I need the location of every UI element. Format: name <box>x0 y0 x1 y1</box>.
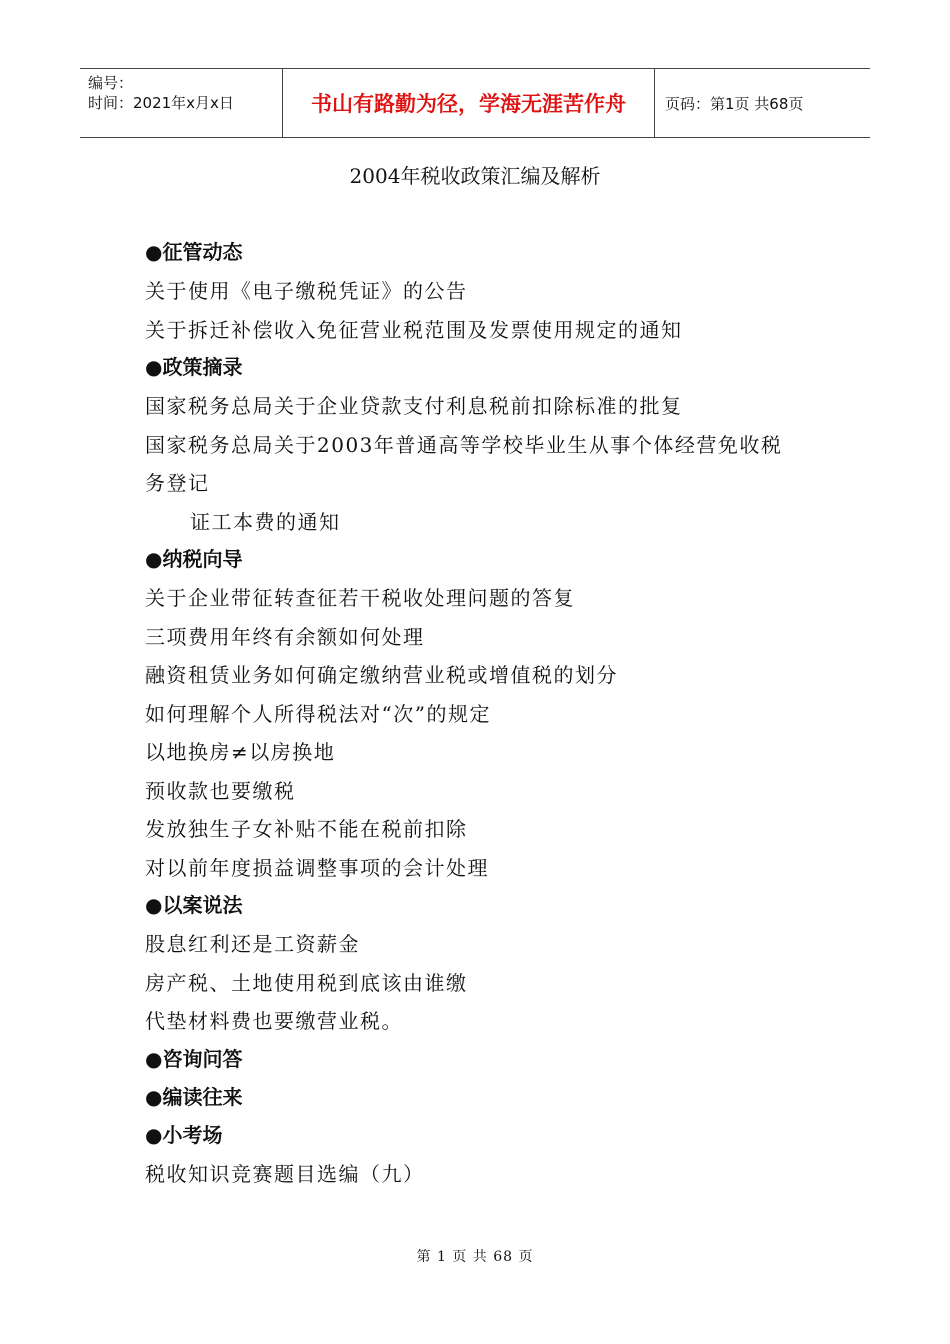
list-item: 国家税务总局关于企业贷款支付利息税前扣除标准的批复 <box>145 394 683 418</box>
list-item: 股息红利还是工资薪金 <box>145 932 360 956</box>
list-item: 关于使用《电子缴税凭证》的公告 <box>145 279 468 303</box>
time-label: 时间：2021年x月x日 <box>88 94 234 112</box>
list-item: 务登记 <box>145 471 210 495</box>
list-item: 发放独生子女补贴不能在税前扣除 <box>145 817 468 841</box>
list-item: 税收知识竞赛题目选编（九） <box>145 1161 425 1186</box>
section-heading: ●小考场 <box>145 1122 223 1147</box>
list-item: 以地换房≠以房换地 <box>145 740 336 764</box>
list-item: 房产税、土地使用税到底该由谁缴 <box>145 970 468 995</box>
document-body <box>145 237 825 1196</box>
motto: 书山有路勤为径，学海无涯苦作舟 <box>282 69 655 137</box>
header-meta <box>80 69 282 137</box>
section-heading: ●政策摘录 <box>145 355 243 379</box>
page-info: 页码：第1页 共68页 <box>665 94 804 113</box>
section-heading: ●以案说法 <box>145 893 243 917</box>
list-item: 关于拆迁补偿收入免征营业税范围及发票使用规定的通知 <box>145 317 683 342</box>
list-item: 证工本费的通知 <box>190 509 341 534</box>
list-item: 如何理解个人所得税法对“次”的规定 <box>145 701 491 726</box>
list-item: 三项费用年终有余额如何处理 <box>145 624 425 649</box>
list-item: 国家税务总局关于2003年普通高等学校毕业生从事个体经营免收税 <box>145 432 783 457</box>
list-item: 关于企业带征转查征若干税收处理问题的答复 <box>145 586 575 610</box>
section-heading: ●征管动态 <box>145 240 243 264</box>
section-heading: ●编读往来 <box>145 1084 243 1109</box>
list-item: 预收款也要缴税 <box>145 778 296 803</box>
list-item: 对以前年度损益调整事项的会计处理 <box>145 855 489 880</box>
list-item: 代垫材料费也要缴营业税。 <box>145 1009 403 1033</box>
page-header <box>80 68 870 138</box>
number-label: 编号： <box>88 74 134 92</box>
document-title: 2004年税收政策汇编及解析 <box>349 164 601 188</box>
page-footer: 第 1 页 共 68 页 <box>416 1249 534 1265</box>
section-heading: ●咨询问答 <box>145 1046 243 1071</box>
list-item: 融资租赁业务如何确定缴纳营业税或增值税的划分 <box>145 663 618 687</box>
section-heading: ●纳税向导 <box>145 547 243 571</box>
